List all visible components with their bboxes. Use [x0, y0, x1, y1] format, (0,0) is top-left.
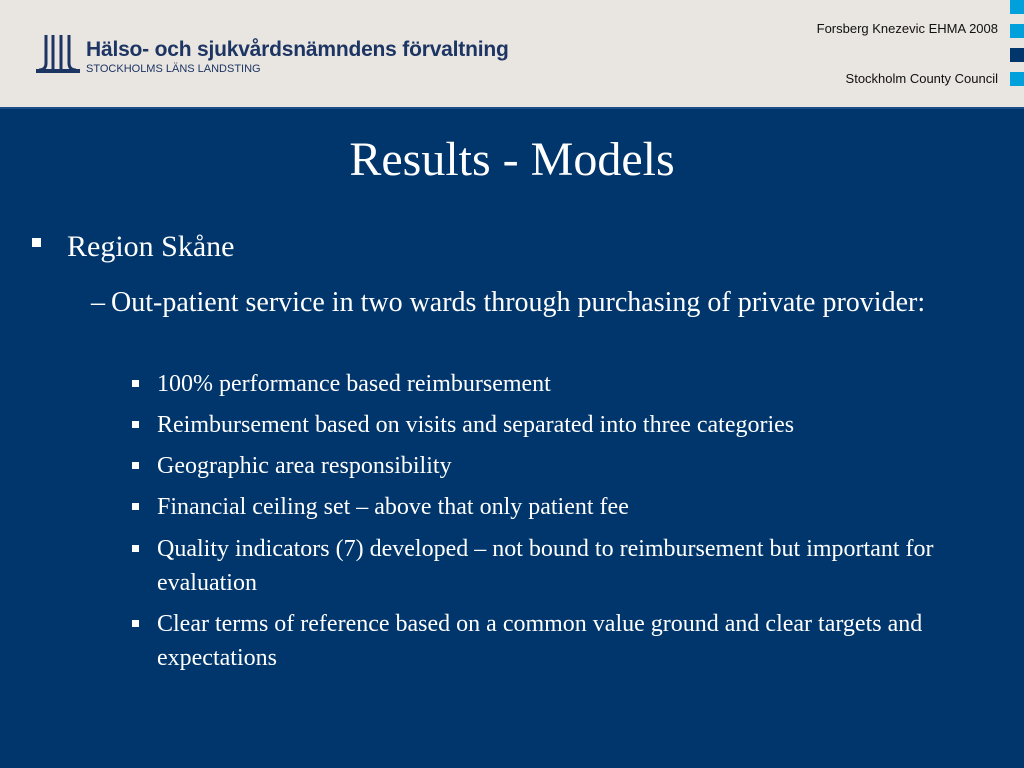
square-bullet-icon: [132, 620, 139, 627]
square-bullet-icon: [132, 380, 139, 387]
bullet-text: Reimbursement based on visits and separated into three categories: [157, 412, 795, 438]
bullet-text: Clear terms of reference based on a common value ground and clear targets and expectations: [157, 611, 923, 671]
council-credit: Stockholm County Council: [845, 71, 998, 86]
accent-square: [1010, 0, 1024, 14]
dash-bullet-icon: –: [91, 287, 105, 318]
square-bullet-icon: [132, 462, 139, 469]
square-bullet-icon: [132, 545, 139, 552]
bullet-text: Region Skåne: [67, 230, 235, 263]
header-divider: [0, 107, 1024, 109]
organization-subtitle: STOCKHOLMS LÄNS LANDSTING: [86, 63, 261, 75]
organization-name: Hälso- och sjukvårdsnämndens förvaltning: [86, 38, 509, 61]
author-credit: Forsberg Knezevic EHMA 2008: [816, 21, 998, 36]
bullet-text: Out-patient service in two wards through purchasing of private provider:: [111, 287, 926, 318]
bullet-text: Financial ceiling set – above that only patient fee: [157, 494, 629, 520]
accent-square: [1010, 24, 1024, 38]
square-bullet-icon: [32, 238, 41, 247]
sll-logo-icon: [36, 35, 80, 73]
bullet-text: Geographic area responsibility: [157, 453, 452, 479]
square-bullet-icon: [132, 503, 139, 510]
bullet-text: Quality indicators (7) developed – not bound to reimbursement but important for evaluation: [157, 536, 934, 596]
slide-header: [0, 0, 1024, 107]
slide-title: Results - Models: [349, 133, 675, 186]
accent-square: [1010, 72, 1024, 86]
accent-square: [1010, 48, 1024, 62]
bullet-text: 100% performance based reimbursement: [157, 371, 551, 397]
square-bullet-icon: [132, 421, 139, 428]
